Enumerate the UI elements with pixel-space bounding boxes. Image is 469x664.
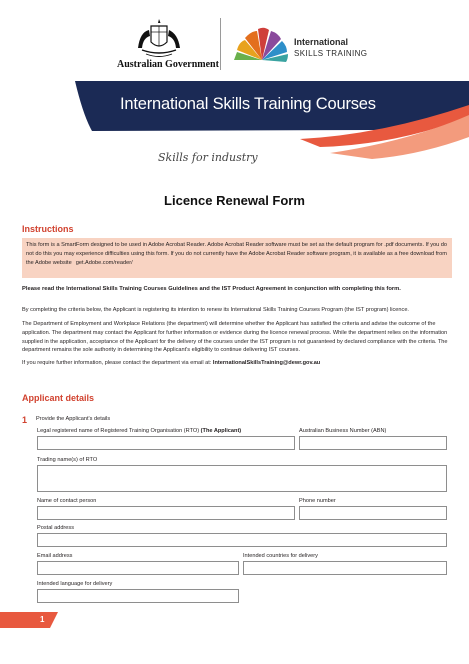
question-prompt: Provide the Applicant's details <box>36 416 111 422</box>
postal-address-label: Postal address <box>37 525 75 531</box>
phone-number-input[interactable] <box>299 506 447 520</box>
contact-person-input[interactable] <box>37 506 295 520</box>
page-number: 1 <box>40 615 45 624</box>
ist-logo-line2: SKILLS TRAINING <box>294 49 368 58</box>
ist-logo-text <box>294 37 367 59</box>
rto-name-label-text: Legal registered name of Registered Training Organisation (RTO) <box>37 428 200 434</box>
intended-language-input[interactable] <box>37 589 239 603</box>
rto-name-label <box>37 428 241 434</box>
abn-label: Australian Business Number (ABN) <box>299 428 387 434</box>
intended-countries-input[interactable] <box>243 561 447 575</box>
instructions-box-text: This form is a SmartForm designed to be used in Adobe Acrobat Reader. Adobe Acrobat Reader software must be set as the default program for .pdf documents. If you do not do this you may experience difficulties using this form. If you do not currently have the Adobe Acrobat Reader software program, it is available as a free download from the Adobe website <box>26 242 448 266</box>
abn-input[interactable] <box>299 436 447 450</box>
adobe-reader-link[interactable]: get.Adobe.com/reader/ <box>75 260 133 266</box>
contact-person-label: Name of contact person <box>37 498 97 504</box>
applicant-details-heading: Applicant details <box>22 393 95 403</box>
email-address-label: Email address <box>37 553 73 559</box>
instructions-paragraph-3 <box>22 359 452 368</box>
question-number: 1 <box>22 415 28 425</box>
postal-address-input[interactable] <box>37 533 447 547</box>
instructions-box <box>22 238 452 278</box>
header-divider <box>220 18 221 70</box>
coat-of-arms-icon <box>134 18 184 60</box>
trading-name-label: Trading name(s) of RTO <box>37 457 98 463</box>
ist-logo-line1: International <box>294 37 349 47</box>
rto-name-input[interactable] <box>37 436 295 450</box>
intended-language-label: Intended language for delivery <box>37 581 113 587</box>
ist-fan-logo-icon <box>231 22 293 66</box>
contact-email-link[interactable]: InternationalSkillsTraining@dewr.gov.au <box>212 360 321 366</box>
page-number-tab <box>0 612 58 628</box>
intended-countries-label: Intended countries for delivery <box>243 553 318 559</box>
header-banner <box>0 75 469 190</box>
instructions-paragraph-1: By completing the criteria below, the Applicant is registering its intention to renew its International Skills Training Courses Program (the IST program) licence. <box>22 307 409 313</box>
tagline: Skills for industry <box>158 151 258 164</box>
form-title: Licence Renewal Form <box>164 193 305 208</box>
trading-name-input[interactable] <box>37 465 447 492</box>
contact-prefix: If you require further information, please contact the department via email at: <box>22 360 212 366</box>
banner-title: International Skills Training Courses <box>120 95 376 113</box>
rto-name-label-bold: (The Applicant) <box>200 428 242 434</box>
email-address-input[interactable] <box>37 561 239 575</box>
instructions-heading: Instructions <box>22 224 74 234</box>
phone-number-label: Phone number <box>299 498 336 504</box>
guidelines-note: Please read the International Skills Training Courses Guidelines and the IST Product Agreement in conjunction with completing this form. <box>22 286 401 292</box>
instructions-paragraph-2: The Department of Employment and Workplace Relations (the department) will determine whether the Applicant has satisfied the criteria and advise the outcome of the application. The department may contact the Applicant for further information or evidence during the licence renewal process. While the department relies on the information supplied in the application, acceptance of the Applicant for the delivery of the courses under the IST program is not guaranteed by declared compliance with the criteria. The department remains the sole authority in determining the Applicant's eligibility to continue delivering IST courses. <box>22 321 448 354</box>
page-header <box>0 0 469 185</box>
government-name: Australian Government <box>117 59 219 70</box>
